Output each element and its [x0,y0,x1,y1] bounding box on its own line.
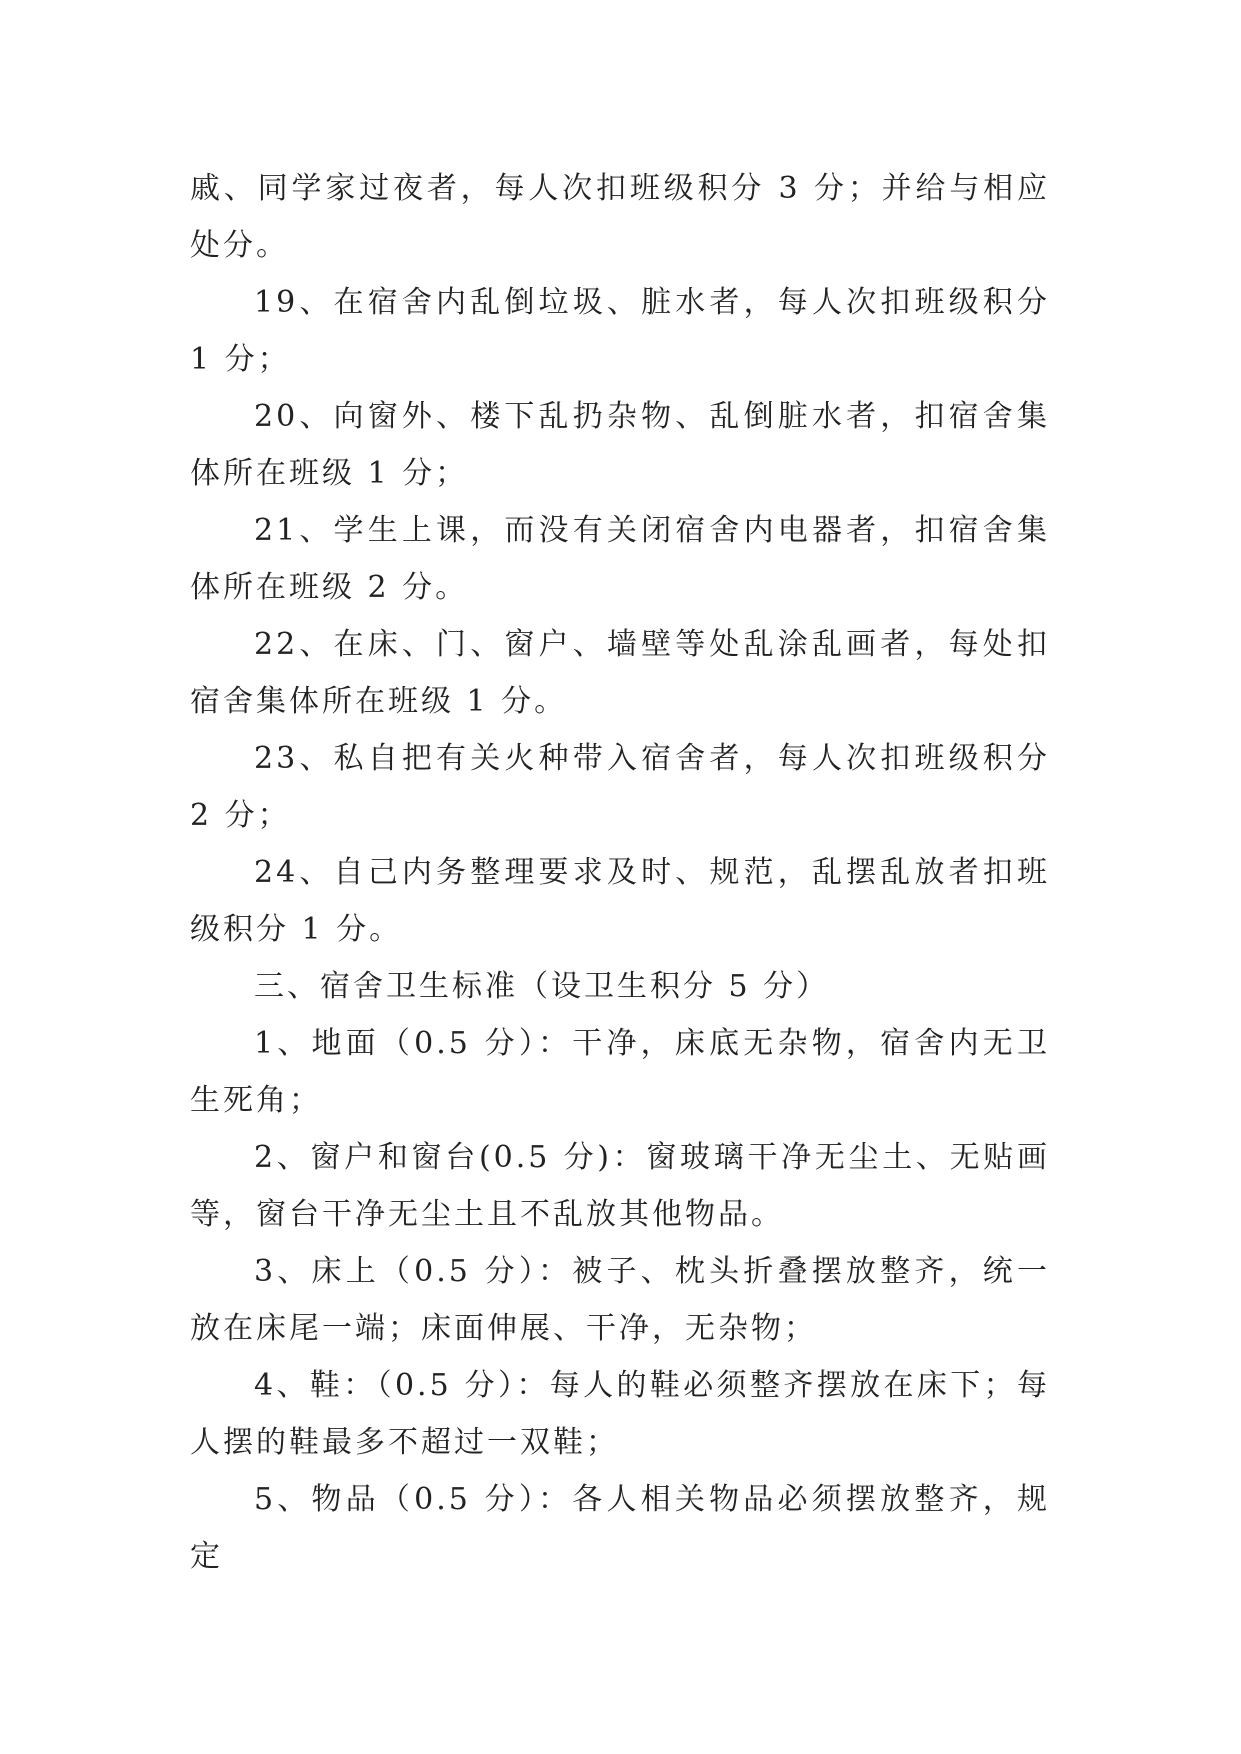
paragraph-standard-floor: 1、地面（0.5 分）：干净，床底无杂物，宿舍内无卫生死角； [190,1026,1050,1118]
paragraph-rule-23: 23、私自把有关火种带入宿舍者，每人次扣班级积分 2 分； [190,741,1050,833]
paragraph-rule-24: 24、自己内务整理要求及时、规范，乱摆乱放者扣班级积分 1 分。 [190,855,1050,947]
paragraph-continuation: 戚、同学家过夜者，每人次扣班级积分 3 分；并给与相应处分。 [190,171,1050,263]
paragraph-standard-window: 2、窗户和窗台(0.5 分)：窗玻璃干净无尘土、无贴画等，窗台干净无尘土且不乱放其他物品。 [190,1140,1050,1232]
paragraph-rule-21: 21、学生上课，而没有关闭宿舍内电器者，扣宿舍集体所在班级 2 分。 [190,513,1050,605]
paragraph-standard-items: 5、物品（0.5 分）：各人相关物品必须摆放整齐，规定 [190,1482,1050,1574]
section-heading-hygiene-standard: 三、宿舍卫生标准（设卫生积分 5 分） [254,969,830,1004]
paragraph-rule-20: 20、向窗外、楼下乱扔杂物、乱倒脏水者，扣宿舍集体所在班级 1 分； [190,399,1050,491]
paragraph-rule-19: 19、在宿舍内乱倒垃圾、脏水者，每人次扣班级积分 1 分； [190,285,1050,377]
document-body [190,160,1050,1585]
paragraph-standard-shoes: 4、鞋：（0.5 分）：每人的鞋必须整齐摆放在床下；每人摆的鞋最多不超过一双鞋； [190,1368,1050,1460]
paragraph-rule-22: 22、在床、门、窗户、墙壁等处乱涂乱画者，每处扣宿舍集体所在班级 1 分。 [190,627,1050,719]
paragraph-standard-bed: 3、床上（0.5 分）：被子、枕头折叠摆放整齐，统一放在床尾一端；床面伸展、干净，无杂物； [190,1254,1050,1346]
